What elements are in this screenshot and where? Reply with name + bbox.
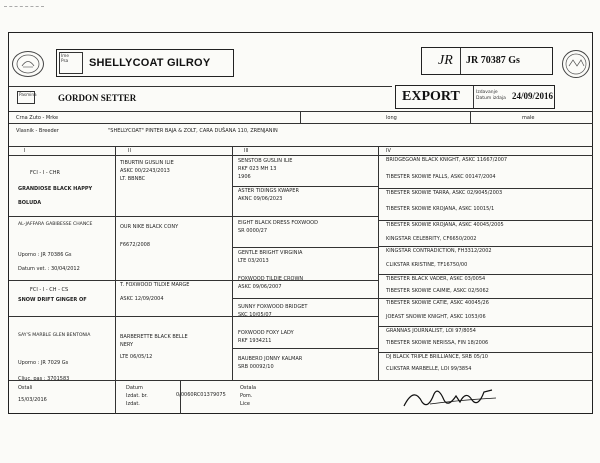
breed-name: GORDON SETTER xyxy=(58,93,137,103)
issue-date: 24/09/2016 xyxy=(512,91,554,101)
export-label: EXPORT xyxy=(402,89,460,104)
c3-d-header: GENTLE BRIGHT VIRGINIA xyxy=(238,250,303,256)
ancestor-line: KINGSTAR CELEBRITY, CF6650/2002 xyxy=(386,236,477,242)
sire-name: GRANDIOSE BLACK HAPPY xyxy=(18,186,93,192)
sire-name-2: BOLUDA xyxy=(18,200,42,206)
ancestor-line: TIBESTER SKOWIE NERISSA, FIN 18/2006 xyxy=(386,340,489,346)
row-divider xyxy=(378,326,593,327)
sire-header: FCI - I - CHR xyxy=(30,170,61,176)
name-label-box xyxy=(59,52,83,74)
export-box xyxy=(395,85,555,109)
c2-d-header: BARBERETTE BLACK BELLE xyxy=(120,334,188,340)
footer-mid-3: Lice xyxy=(240,401,250,407)
dog-name-box xyxy=(56,49,234,77)
column-header-2: II xyxy=(128,148,131,154)
column-header-3: III xyxy=(244,148,249,154)
c3-a-header: SENSTOB GUSLIN ILIE xyxy=(238,158,293,164)
name-label-bottom: Psa xyxy=(61,57,69,63)
c3-b-line2: AKNC 09/06/2023 xyxy=(238,196,283,202)
c3-c-header: EIGHT BLACK DRESS FOXWOOD xyxy=(238,220,318,226)
footer-mid-1: Ostala xyxy=(240,385,257,391)
date-label-bottom: Datum izdaja xyxy=(476,96,506,101)
ancestor-line: KINGSTAR CONTRADICTION, FH3312/2002 xyxy=(386,248,492,254)
sire2-name: SNOW DRIFT GINGER OF xyxy=(18,297,87,303)
coat-type: long xyxy=(386,115,397,121)
ancestor-line: TIBESTER SKOWIE KROJANA, ASKC 40045/2005 xyxy=(386,222,504,228)
c2-c-header: T. FOXWOOD TILDIE MARGE xyxy=(120,282,190,288)
dam-date: Datum vet. : 30/04/2012 xyxy=(18,266,80,272)
column-header-1: I xyxy=(24,148,26,154)
reg-2: Uporno : JR 7029 Gs xyxy=(18,360,69,366)
reg-3: Cljuc. pas : 3701583 xyxy=(18,376,70,382)
owner-value: "SHELLYCOAT" PINTER BAJA & ZOLT, CARA DUŠANA 110, ZRENJANIN xyxy=(108,128,278,134)
scan-corner-mark xyxy=(4,6,44,9)
row-divider xyxy=(378,352,593,353)
ancestor-line: CLIKSTAR KRISTINE, TF16750/00 xyxy=(386,262,468,268)
stamp-icon xyxy=(563,51,589,77)
ancestor-line: TIBESTER SKOWIE CAIMIE, ASKC 02/5062 xyxy=(386,288,489,294)
row-divider xyxy=(378,188,593,189)
footer-mid-2: Pom. xyxy=(240,393,253,399)
c3-b-header: ASTER TIDINGS KWAPER xyxy=(238,188,299,194)
footer-label-1: Datum xyxy=(126,385,143,391)
c2-a-line2: ASKC 00/2243/2013 xyxy=(120,168,170,174)
ancestor-line: TIBESTER SKOWIE KROJANA, ASKC 10015/1 xyxy=(386,206,495,212)
c2-d-line2: NERY xyxy=(120,342,134,348)
sex: male xyxy=(522,115,535,121)
name-label-top: Ime xyxy=(61,53,69,58)
coat-color: Crna Zuto - Mrke xyxy=(16,115,59,121)
c2-a-line3: LT. BBNBC xyxy=(120,176,146,182)
c3-g-header: FOXWOOD FOXY LADY xyxy=(238,330,294,336)
row-divider xyxy=(378,274,593,275)
signature xyxy=(400,382,510,412)
ancestor-line: TIBESTER BLACK VADER, ASKC 03/0054 xyxy=(386,276,486,282)
ancestor-line: TIBESTER SKOWIE TARRA, ASKC 02/9045/2003 xyxy=(386,190,503,196)
c2-d-line3: LTE 06/05/12 xyxy=(120,354,153,360)
registration-box xyxy=(421,47,553,75)
ancestor-line: CLIKSTAR MARBELLE, LOI 99/3854 xyxy=(386,366,472,372)
ancestor-line: GRANNAS JOURNALIST, LOI 97/8054 xyxy=(386,328,476,334)
ancestor-line: TIBESTER SKOWIE CATIE, ASKC 40045/26 xyxy=(386,300,489,306)
c3-h-header: BAUBERO JONNY KALMAR xyxy=(238,356,303,362)
c3-d-line2: LTE 03/2013 xyxy=(238,258,269,264)
footer-label-2: Izdat. br. xyxy=(126,393,148,399)
date-label-top: Izdavanje xyxy=(476,90,498,95)
dam2-name: SAY'S MARBLE GLEN BENTONIA xyxy=(18,333,91,338)
footer-col2: 0/0060RC01379075 xyxy=(176,392,226,398)
row-divider xyxy=(378,298,593,299)
row-divider xyxy=(378,220,593,221)
c3-a-line3: 1906 xyxy=(238,174,251,180)
sire2-header: FCI - I - CH - CS xyxy=(30,287,69,293)
footer-label-3: Izdat. xyxy=(126,401,140,407)
c2-a-header: TIBURTIN GUSLIN ILIE xyxy=(120,160,174,166)
dam-registration: Uporno : JR 70386 Gs xyxy=(18,252,72,258)
dog-name: SHELLYCOAT GILROY xyxy=(89,57,211,69)
c2-b-line2: F6672/2008 xyxy=(120,242,151,248)
owner-label: Vlasnik - Breeder xyxy=(16,128,59,134)
c2-c-line2: ASKC 12/09/2004 xyxy=(120,296,164,302)
c3-h-line2: SRB 00092/10 xyxy=(238,364,274,370)
footer-col1-a: Ostali xyxy=(18,385,33,391)
emblem-icon xyxy=(13,52,43,76)
kennel-club-emblem xyxy=(12,51,44,77)
c3-e-header: FOXWOOD TILDIE CROWN xyxy=(238,276,304,282)
ancestor-line: BRIDGEGOAN BLACK KNIGHT, ASKC 11667/2007 xyxy=(386,157,508,163)
c3-g-line2: RKF 1934211 xyxy=(238,338,272,344)
ancestor-line: DJ BLACK TRIPLE BRILLIANCE, SRB 05/10 xyxy=(386,354,488,360)
footer-col1-b: 15/03/2016 xyxy=(18,397,47,403)
dam-name: AL-JAFFARA GABIBESSE CHANCE xyxy=(18,222,93,227)
c3-f-header: SUNNY FOXWOOD BRIDGET xyxy=(238,304,308,310)
c3-e-line2: ASKC 09/06/2007 xyxy=(238,284,282,290)
row-divider xyxy=(378,246,593,247)
seal-stamp xyxy=(562,50,590,78)
breed-label-box: Pasmina xyxy=(17,91,35,104)
registration-number: JR 70387 Gs xyxy=(466,55,520,66)
ancestor-line: JOEAST SNOWIE KNIGHT, ASKC 1053/06 xyxy=(386,314,486,320)
c2-b-header: OUR NIKE BLACK CONY xyxy=(120,224,179,230)
jr-prefix: JR xyxy=(438,53,453,68)
c3-f-line2: SKC 10/05/07 xyxy=(238,312,272,318)
c3-a-line2: RKF 023 MH 13 xyxy=(238,166,277,172)
column-header-4: IV xyxy=(386,148,391,154)
ancestor-line: TIBESTER SKOWIE FALLS, ASKC 00147/2004 xyxy=(386,174,496,180)
c3-c-line2: SR 0000/27 xyxy=(238,228,268,234)
